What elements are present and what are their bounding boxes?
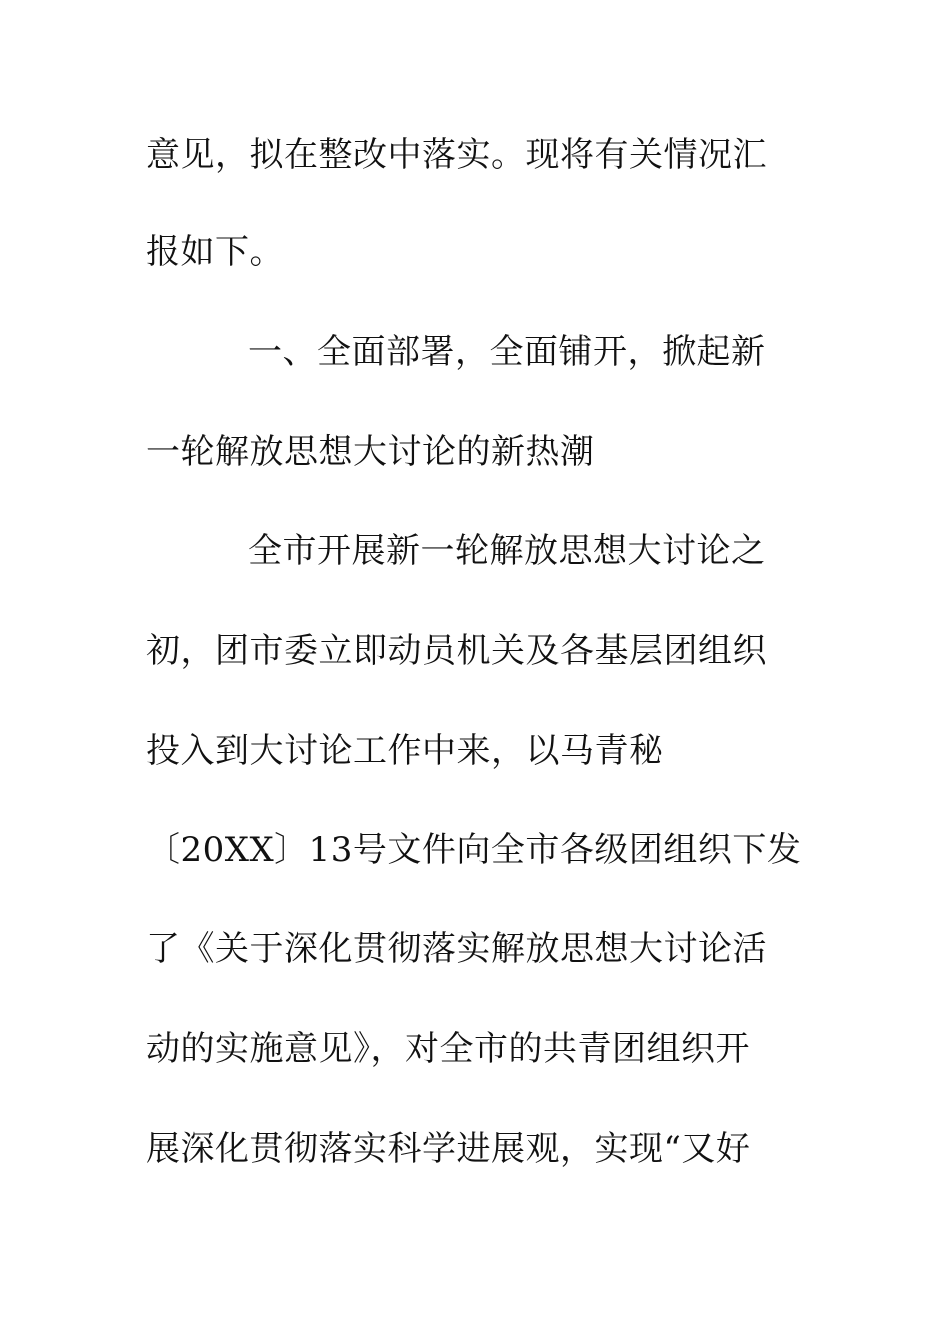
paragraph-start-line: 全市开展新一轮解放思想大讨论之 [248,531,766,571]
text-line: 报如下。 [146,232,284,272]
text-line: 了《关于深化贯彻落实解放思想大讨论活 [146,929,767,969]
text-line: 〔20XX〕13号文件向全市各级团组织下发 [146,830,802,870]
text-line: 动的实施意见》，对全市的共青团组织开 [146,1029,750,1069]
text-line: 投入到大讨论工作中来，以马青秘 [146,731,664,771]
text-line: 意见，拟在整改中落实。现将有关情况汇 [146,135,767,175]
text-line: 初，团市委立即动员机关及各基层团组织 [146,631,767,671]
text-line: 展深化贯彻落实科学进展观，实现“又好 [146,1129,751,1169]
section-heading-line: 一轮解放思想大讨论的新热潮 [146,432,595,472]
section-heading-line: 一、全面部署，全面铺开，掀起新 [248,332,766,372]
